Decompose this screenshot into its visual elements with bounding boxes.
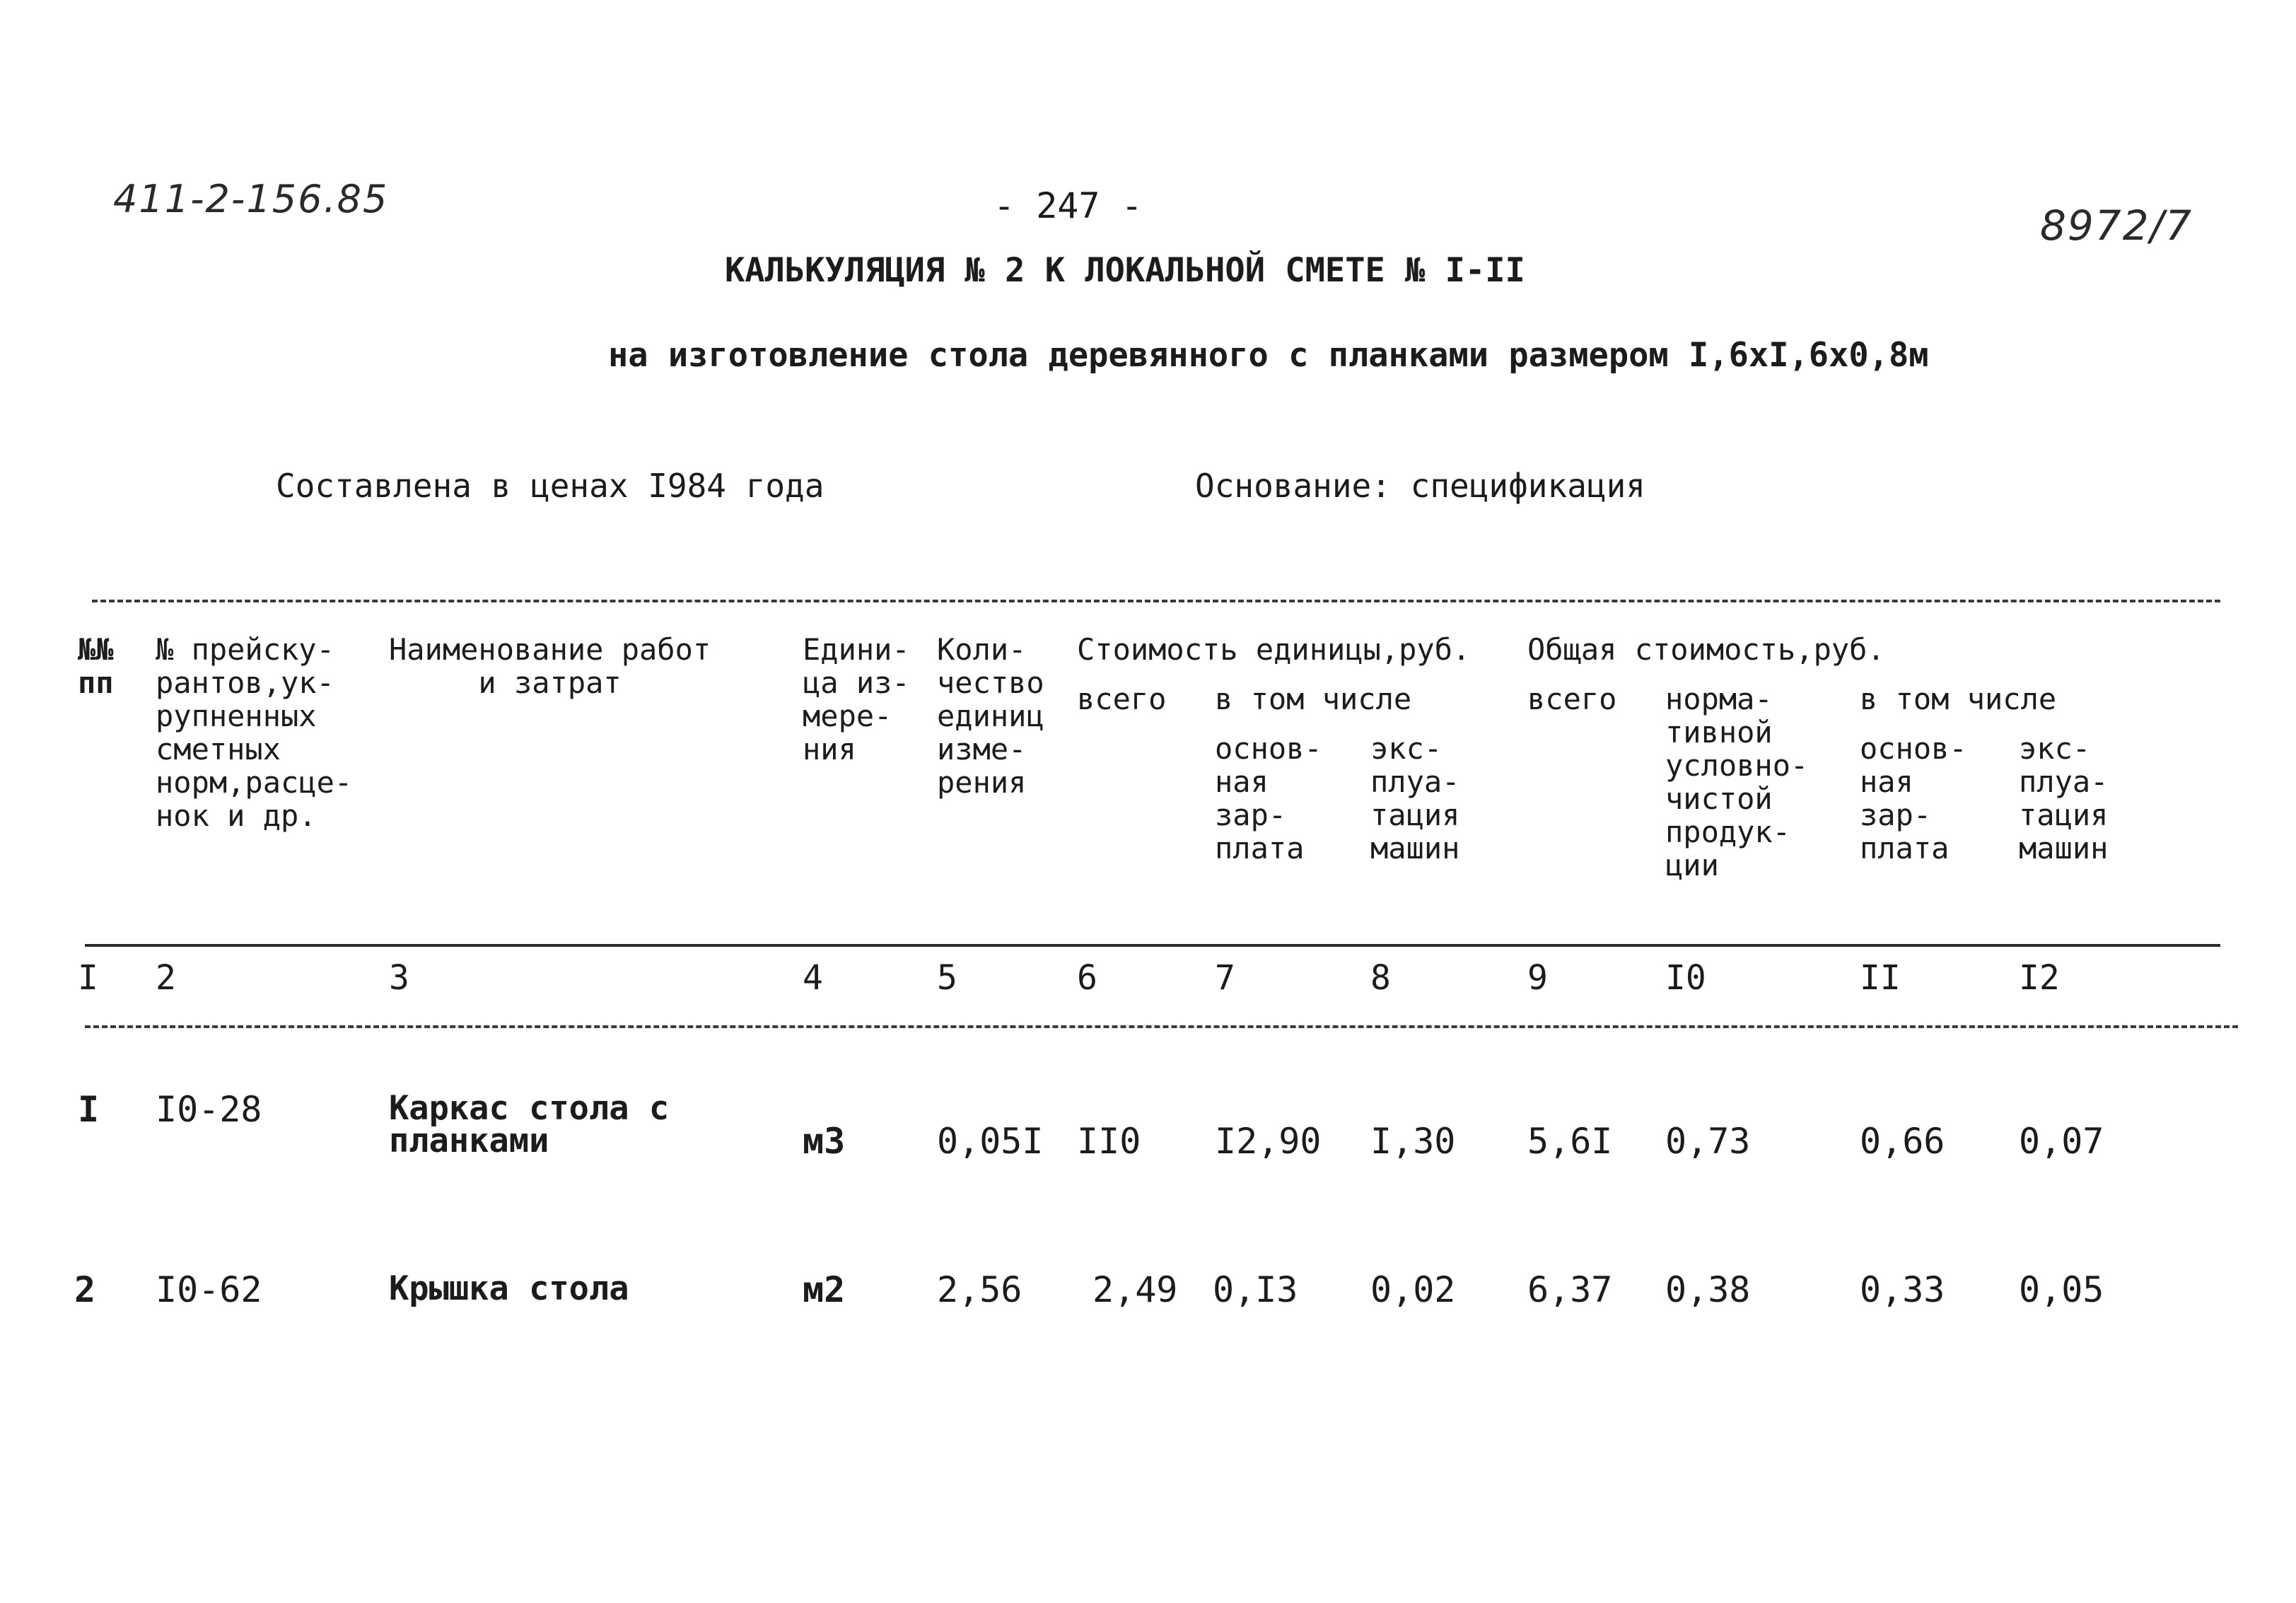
header-work-name: Наименование работ и затрат — [389, 632, 711, 700]
header-unit-cost-including: в том числе — [1215, 682, 1412, 716]
header-unit-cost-total: всего — [1077, 682, 1167, 716]
row-total: 6,37 — [1527, 1269, 1613, 1310]
column-number: 5 — [937, 958, 957, 998]
row-quantity: 0,05I — [937, 1121, 1044, 1162]
row-total-wage: 0,33 — [1860, 1269, 1945, 1310]
header-total-cost-including: в том числе — [1860, 682, 2057, 716]
document-title: КАЛЬКУЛЯЦИЯ № 2 К ЛОКАЛЬНОЙ СМЕТЕ № I-II — [725, 251, 1525, 290]
basis-note: Основание: спецификация — [1195, 467, 1645, 505]
column-number: I — [78, 958, 98, 998]
row-total-machines: 0,05 — [2019, 1269, 2104, 1310]
header-unit-cost-wage: основ- ная зар- плата — [1215, 731, 1322, 865]
header-normative-product: норма- тивной условно- чистой продук- ции — [1665, 682, 1809, 882]
inventory-number: 8972/7 — [2040, 202, 2193, 250]
prices-note: Составлена в ценах I984 года — [276, 467, 824, 505]
row-code: I0-62 — [156, 1269, 262, 1310]
column-number: I0 — [1665, 958, 1706, 998]
row-total: 5,6I — [1527, 1121, 1613, 1162]
column-number: 7 — [1215, 958, 1235, 998]
row-name: Каркас стола с планками — [389, 1089, 670, 1160]
header-total-cost-total: всего — [1527, 682, 1617, 716]
row-normative: 0,73 — [1665, 1121, 1751, 1162]
row-unit-wage: I2,90 — [1215, 1121, 1322, 1162]
header-quantity: Коли- чество единиц изме- рения — [937, 632, 1044, 800]
header-unit-cost-machines: экс- плуа- тация машин — [1370, 731, 1460, 865]
row-name: Крышка стола — [389, 1269, 629, 1308]
header-unit: Едини- ца из- мере- ния — [803, 632, 910, 766]
document-subtitle: на изготовление стола деревянного с планками размером I,6xI,6x0,8м — [608, 336, 1929, 375]
column-number: 3 — [389, 958, 409, 998]
header-unit-cost-group: Стоимость единицы,руб. — [1077, 632, 1471, 667]
header-total-cost-group: Общая стоимость,руб. — [1527, 632, 1885, 667]
row-normative: 0,38 — [1665, 1269, 1751, 1310]
column-number: 9 — [1527, 958, 1548, 998]
column-number: 4 — [803, 958, 823, 998]
header-total-cost-wage: основ- ная зар- плата — [1860, 731, 1967, 865]
header-total-cost-machines: экс- плуа- тация машин — [2019, 731, 2109, 865]
row-code: I0-28 — [156, 1089, 262, 1130]
header-price-reference: № прейску- рантов,ук- рупненных сметных норм,расце- нок и др. — [156, 632, 353, 833]
header-row-number: №№ пп — [78, 632, 114, 700]
column-number: 2 — [156, 958, 176, 998]
column-number: 8 — [1370, 958, 1391, 998]
row-total-wage: 0,66 — [1860, 1121, 1945, 1162]
row-unit-total: II0 — [1077, 1121, 1141, 1162]
row-number: 2 — [74, 1269, 96, 1310]
row-number: I — [78, 1089, 100, 1130]
row-unit-machines: I,30 — [1370, 1121, 1456, 1162]
row-unit-total: 2,49 — [1092, 1269, 1178, 1310]
row-unit: м2 — [803, 1269, 846, 1310]
row-unit: м3 — [803, 1121, 846, 1162]
row-total-machines: 0,07 — [2019, 1121, 2104, 1162]
row-unit-wage: 0,I3 — [1213, 1269, 1298, 1310]
column-number: I2 — [2019, 958, 2060, 998]
document-code: 411-2-156.85 — [113, 177, 389, 221]
column-number: 6 — [1077, 958, 1097, 998]
table-top-rule — [92, 600, 2220, 602]
row-unit-machines: 0,02 — [1370, 1269, 1456, 1310]
row-quantity: 2,56 — [937, 1269, 1022, 1310]
page-number: - 247 - — [993, 185, 1143, 226]
column-numbers-bottom-rule — [85, 1025, 2238, 1028]
column-numbers-top-rule — [85, 944, 2220, 947]
column-number: II — [1860, 958, 1901, 998]
